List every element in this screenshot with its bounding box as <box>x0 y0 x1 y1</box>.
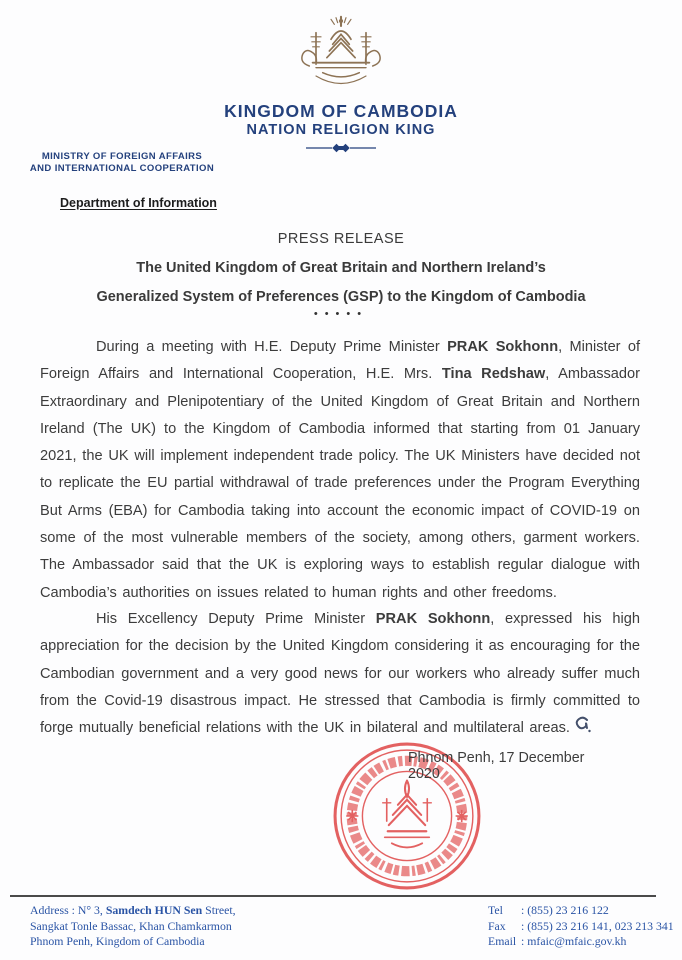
contact-tel <box>488 903 678 919</box>
paragraph-2 <box>40 606 640 742</box>
footer-divider <box>10 895 656 897</box>
dateline: Phnom Penh, 17 December 2020 <box>408 750 585 782</box>
footer-address <box>30 903 330 950</box>
email-label: Email <box>488 934 517 948</box>
address-prefix: Address : N° 3, <box>30 903 106 917</box>
royal-arms-icon <box>291 12 391 100</box>
khmer-koomuut-sign-icon <box>574 715 592 735</box>
title-separator-dots: ••••• <box>313 308 369 320</box>
contact-fax <box>488 919 678 935</box>
paragraph-1-text: During a meeting with H.E. Deputy Prime Minister <box>96 339 448 355</box>
name-prak-sokhonn: PRAK Sokhonn <box>447 339 559 355</box>
paragraph-1-text: , Ambassador Extraordinary and Plenipotentiary of the United Kingdom of Great Britain and Northern Ireland (The UK) to the Kingdom of Cambodia informed that starting from 01 January 2021, the UK will implement independent trade policy. The UK Ministers have decided not to replicate the EU partial withdrawal of trade preferences under the Program Everything But Arms (EBA) for Cambodia taking into account the economic impact of COVID-19 on some of the most vulnerable members of the society, among others, garment workers. The Ambassador said that the UK is exploring ways to establish regular dialogue with Cambodia’s authorities on issues related to human rights and other freedoms. <box>40 366 641 601</box>
address-line-3: Phnom Penh, Kingdom of Cambodia <box>30 934 205 948</box>
address-line-1 <box>30 903 330 919</box>
tel-label: Tel <box>488 903 503 917</box>
paragraph-1 <box>40 334 640 607</box>
kingdom-title: KINGDOM OF CAMBODIA <box>224 101 458 121</box>
ministry-name <box>28 151 216 175</box>
paragraph-1-text: , Minister of Foreign Affairs and International Cooperation, H.E. Mrs. <box>40 339 640 383</box>
fax-value: : (855) 23 216 141, 023 213 341 <box>521 918 674 933</box>
contact-email <box>488 934 678 950</box>
header-ornament-icon <box>306 143 376 153</box>
footer-contacts <box>488 903 678 950</box>
name-tina-redshaw: Tina Redshaw <box>441 366 546 383</box>
department-name: Department of Information <box>60 196 217 210</box>
address-line-2: Sangkat Tonle Bassac, Khan Chamkarmon <box>30 918 232 933</box>
paragraph-2-text: , expressed his high appreciation for the decision by the United Kingdom considering it as encouraging for the Cambodian government and a very good news for our workers who already suffer much from the Covid-19 disastrous impact. He stressed that Cambodia is firmly committed to forge mutually beneficial relations with the UK in bilateral and multilateral areas. <box>40 611 640 737</box>
address-suffix: Street, <box>202 903 236 917</box>
ministry-line-1: MINISTRY OF FOREIGN AFFAIRS <box>41 151 203 162</box>
address-street-name: Samdech HUN Sen <box>105 903 203 917</box>
national-motto: NATION RELIGION KING <box>246 122 436 138</box>
press-release-heading: PRESS RELEASE <box>277 231 405 247</box>
paragraph-2-text: His Excellency Deputy Prime Minister <box>96 611 376 627</box>
email-value: : mfaic@mfaic.gov.kh <box>521 934 627 948</box>
ministry-line-2: AND INTERNATIONAL COOPERATION <box>29 163 215 174</box>
fax-label: Fax <box>488 918 506 933</box>
release-title-line-1: The United Kingdom of Great Britain and Northern Ireland’s <box>136 260 546 276</box>
release-title-line-2: Generalized System of Preferences (GSP) to the Kingdom of Cambodia <box>96 289 586 305</box>
tel-value: : (855) 23 216 122 <box>521 903 609 917</box>
name-prak-sokhonn: PRAK Sokhonn <box>375 611 491 627</box>
